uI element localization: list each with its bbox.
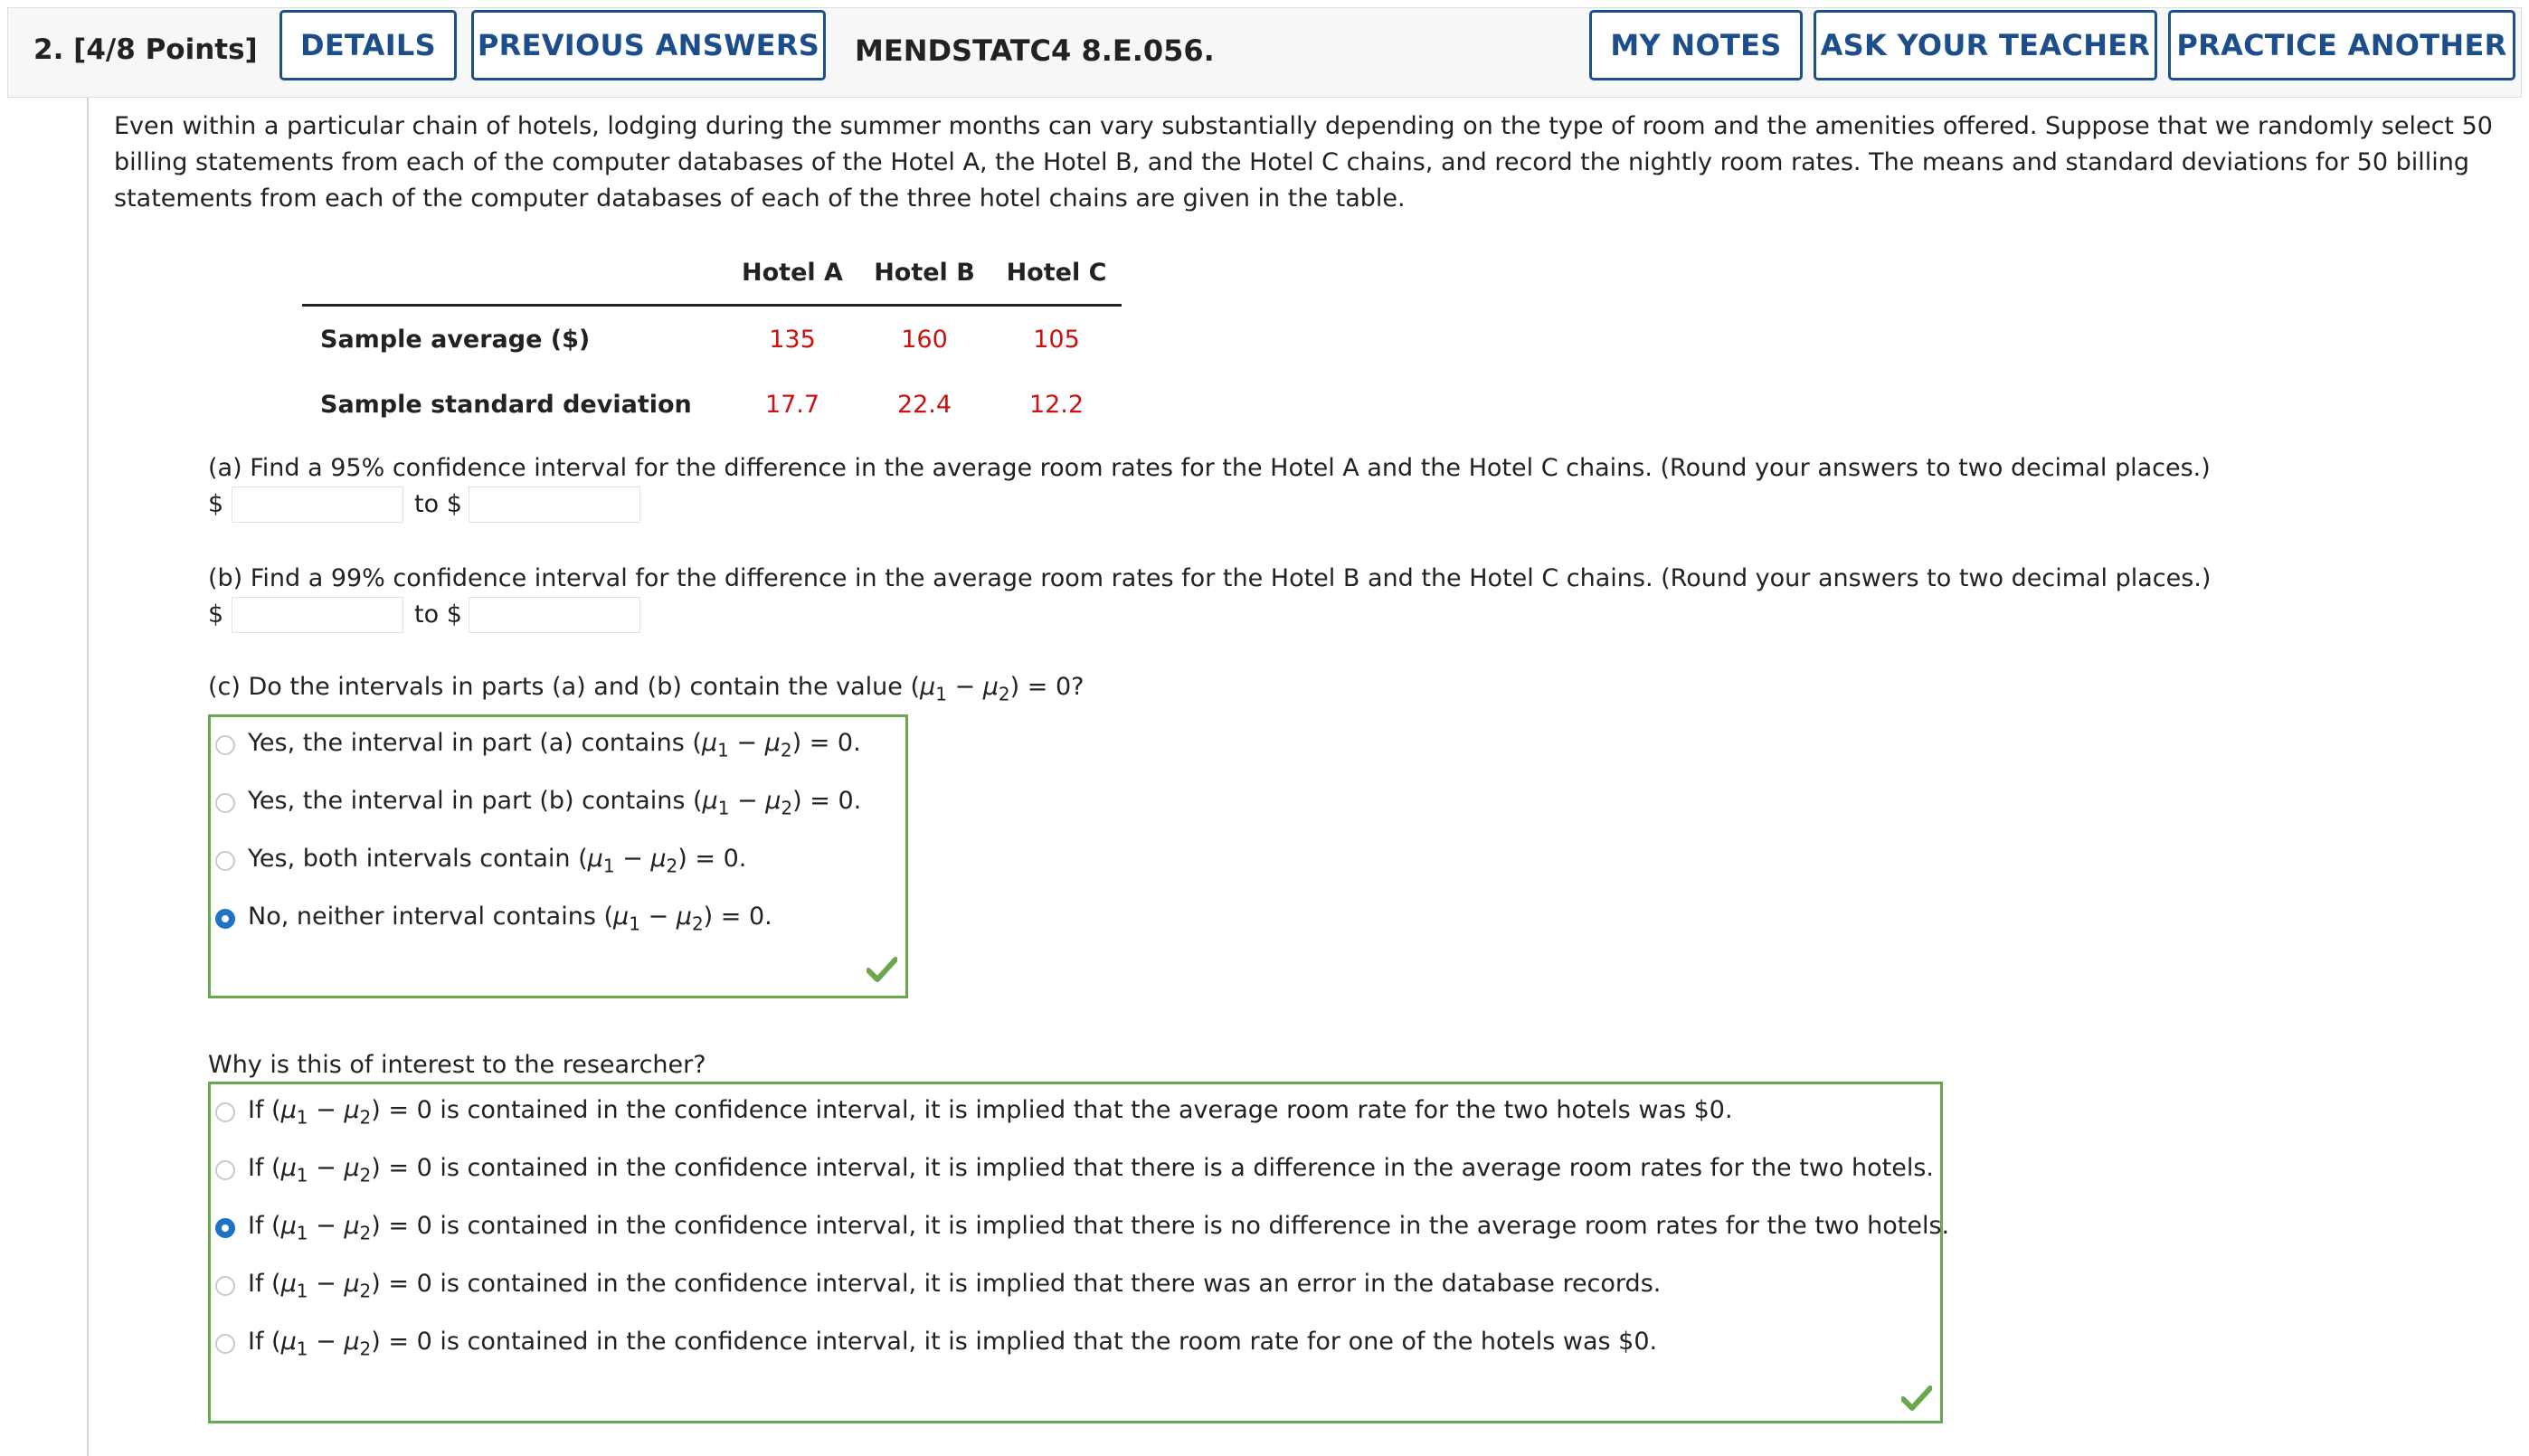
table-cell: 17.7 [764,391,820,419]
question-left-rule [87,98,89,1456]
table-row-label: Sample average ($) [320,326,591,354]
table-header-rule [302,304,1122,307]
part-a-dollar: $ [208,490,224,518]
option-label: Yes, the interval in part (b) contains $(\mu_1 - \mu_2) = 0$. [248,787,862,819]
check-mark-icon [1901,1385,1932,1411]
option-label: Yes, both intervals contain $(\mu_1 - \mu_2) = 0$. [248,845,747,877]
option-label: If $(\mu_1 - \mu_2) = 0$ is contained in the confidence interval, it is implied that there was an error in the database records. [248,1270,1662,1302]
why-option[interactable] [215,1212,1949,1243]
table-cell: 105 [1033,326,1080,354]
part-c-option[interactable] [215,903,772,934]
part-a-prompt: (a) Find a 95% confidence interval for the difference in the average room rates for the Hotel A and the Hotel C chains. (Round your answers to two decimal places.) [208,454,2211,482]
part-b-upper-input[interactable] [469,597,640,633]
table-header-hotel-c: Hotel C [1006,259,1107,287]
question-intro: Even within a particular chain of hotels, lodging during the summer months can vary substantially depending on the type of room and the amenities offered. Suppose that we randomly select 50 billing statements from each of the computer databases of the Hotel A, the Hotel B, and the Hotel C chains, and record the nightly room rates. The means and standard deviations for 50 billing statements from each of the computer databases of each of the three hotel chains are given in the table. [114,112,2493,213]
why-prompt: Why is this of interest to the researcher? [208,1051,706,1079]
part-c-option[interactable] [215,845,746,876]
table-cell: 135 [769,326,816,354]
part-c-option[interactable] [215,787,861,818]
part-c-option[interactable] [215,729,861,761]
part-b-to-label: to $ [414,600,462,629]
table-header-hotel-a: Hotel A [742,259,843,287]
my-notes-button[interactable]: MY NOTES [1589,10,1803,80]
table-cell: 160 [901,326,948,354]
why-answer-box [208,1082,1943,1423]
part-b-dollar: $ [208,600,224,629]
option-label: If $(\mu_1 - \mu_2) = 0$ is contained in the confidence interval, it is implied that the room rate for one of the hotels was $0. [248,1328,1658,1360]
table-cell: 22.4 [896,391,952,419]
option-label: No, neither interval contains $(\mu_1 - \mu_2) = 0$. [248,903,772,935]
option-label: If $(\mu_1 - \mu_2) = 0$ is contained in the confidence interval, it is implied that there is a difference in the average room rates for the two hotels. [248,1154,1935,1187]
check-mark-icon [867,957,897,982]
question-header [7,7,2522,98]
why-option[interactable] [215,1270,1661,1301]
why-option[interactable] [215,1328,1657,1359]
table-row-label: Sample standard deviation [320,391,692,419]
part-b-lower-input[interactable] [232,597,403,633]
radio-button[interactable] [215,1102,235,1122]
why-option[interactable] [215,1096,1733,1128]
radio-button[interactable] [215,1334,235,1354]
option-label: If $(\mu_1 - \mu_2) = 0$ is contained in the confidence interval, it is implied that there is no difference in the average room rates for the two hotels. [248,1212,1950,1244]
radio-button-selected[interactable] [215,909,235,929]
radio-button[interactable] [215,1276,235,1296]
option-label: If $(\mu_1 - \mu_2) = 0$ is contained in the confidence interval, it is implied that the average room rate for the two hotels was $0. [248,1096,1733,1129]
part-c-prompt: (c) Do the intervals in parts (a) and (b) contain the value $(\mu_1 - \mu_2) = 0$? [208,673,1085,705]
ask-your-teacher-button[interactable]: ASK YOUR TEACHER [1814,10,2157,80]
radio-button[interactable] [215,793,235,813]
radio-button[interactable] [215,735,235,755]
part-a-upper-input[interactable] [469,487,640,523]
radio-button-selected[interactable] [215,1218,235,1238]
radio-button[interactable] [215,851,235,871]
part-a-lower-input[interactable] [232,487,403,523]
radio-button[interactable] [215,1160,235,1180]
why-option[interactable] [215,1154,1934,1186]
previous-answers-button[interactable]: PREVIOUS ANSWERS [471,10,826,80]
question-number: 2. [4/8 Points] [33,33,258,66]
details-button[interactable]: DETAILS [279,10,457,80]
table-cell: 12.2 [1028,391,1085,419]
practice-another-button[interactable]: PRACTICE ANOTHER [2168,10,2515,80]
option-label: Yes, the interval in part (a) contains $(\mu_1 - \mu_2) = 0$. [248,729,861,761]
part-b-prompt: (b) Find a 99% confidence interval for the difference in the average room rates for the Hotel B and the Hotel C chains. (Round your answers to two decimal places.) [208,564,2212,592]
table-header-hotel-b: Hotel B [874,259,975,287]
part-a-to-label: to $ [414,490,462,518]
question-code: MENDSTATC4 8.E.056. [855,33,1215,68]
